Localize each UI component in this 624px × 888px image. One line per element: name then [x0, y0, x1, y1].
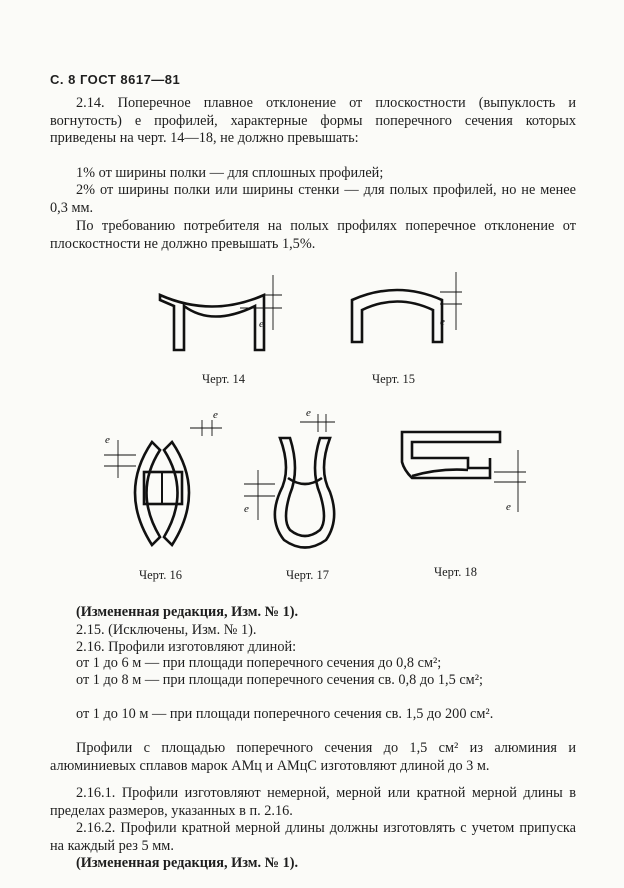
paragraph-2-16-item-1: от 1 до 6 м — при площади поперечного сечения до 0,8 см²;: [76, 655, 442, 671]
drawing-18: [402, 432, 500, 478]
caption-drawing-14: Черт. 14: [202, 372, 246, 386]
paragraph-2-14-item-2: 2% от ширины полки или ширины стенки — для полых профилей, но не менее 0,3 мм.: [50, 182, 576, 216]
caption-drawing-18: Черт. 18: [434, 565, 478, 579]
dim-label-14: e: [259, 318, 264, 330]
dim-label-18: e: [506, 501, 511, 513]
dim-label-17b: e: [306, 407, 311, 419]
paragraph-2-14-note: По требованию потребителя на полых профилях поперечное отклонение от плоскостности не должно превышать 1,5%.: [50, 218, 576, 252]
drawing-16: [135, 442, 189, 545]
dim-label-15: e: [440, 316, 445, 328]
dim-label-16b: e: [213, 409, 218, 421]
paragraph-2-14-item-1: 1% от ширины полки — для сплошных профилей;: [76, 165, 384, 181]
dim-label-16a: e: [105, 434, 110, 446]
paragraph-2-16: 2.16. Профили изготовляют длиной:: [76, 639, 297, 655]
page-header: С. 8 ГОСТ 8617—81: [50, 72, 181, 87]
paragraph-2-16-2: 2.16.2. Профили кратной мерной длины должны изготовлять с учетом припуска на каждый рез 5 мм.: [50, 820, 576, 854]
revision-note-1: (Измененная редакция, Изм. № 1).: [76, 604, 299, 620]
dim-label-17a: e: [244, 503, 249, 515]
paragraph-2-14: 2.14. Поперечное плавное отклонение от плоскостности (выпуклость и вогнутость) e профилей, характерные формы поперечного сечения которых приведены на черт. 14—18, не должно превышать:: [50, 95, 576, 146]
caption-drawing-16: Черт. 16: [139, 568, 183, 582]
caption-drawing-17: Черт. 17: [286, 568, 330, 582]
dim-16: [104, 409, 222, 478]
revision-note-2: (Измененная редакция, Изм. № 1).: [76, 855, 299, 871]
drawing-15: [352, 290, 442, 342]
caption-drawing-15: Черт. 15: [372, 372, 416, 386]
paragraph-2-16-item-3: от 1 до 10 м — при площади поперечного сечения св. 1,5 до 200 см².: [76, 706, 494, 722]
paragraph-2-16-item-2: от 1 до 8 м — при площади поперечного сечения св. 0,8 до 1,5 см²;: [76, 672, 483, 688]
paragraph-2-16-note: Профили с площадью поперечного сечения до 1,5 см² из алюминия и алюминиевых сплавов марок АМц и АМцС изготовляют длиной до 3 м.: [50, 740, 576, 774]
drawing-14: [160, 295, 264, 350]
paragraph-2-16-1: 2.16.1. Профили изготовляют немерной, мерной или кратной мерной длины в пределах размеров, указанных в п. 2.16.: [50, 785, 576, 819]
paragraph-2-15: 2.15. (Исключены, Изм. № 1).: [76, 622, 257, 638]
drawing-17: [275, 438, 334, 548]
dim-18: [494, 450, 526, 513]
